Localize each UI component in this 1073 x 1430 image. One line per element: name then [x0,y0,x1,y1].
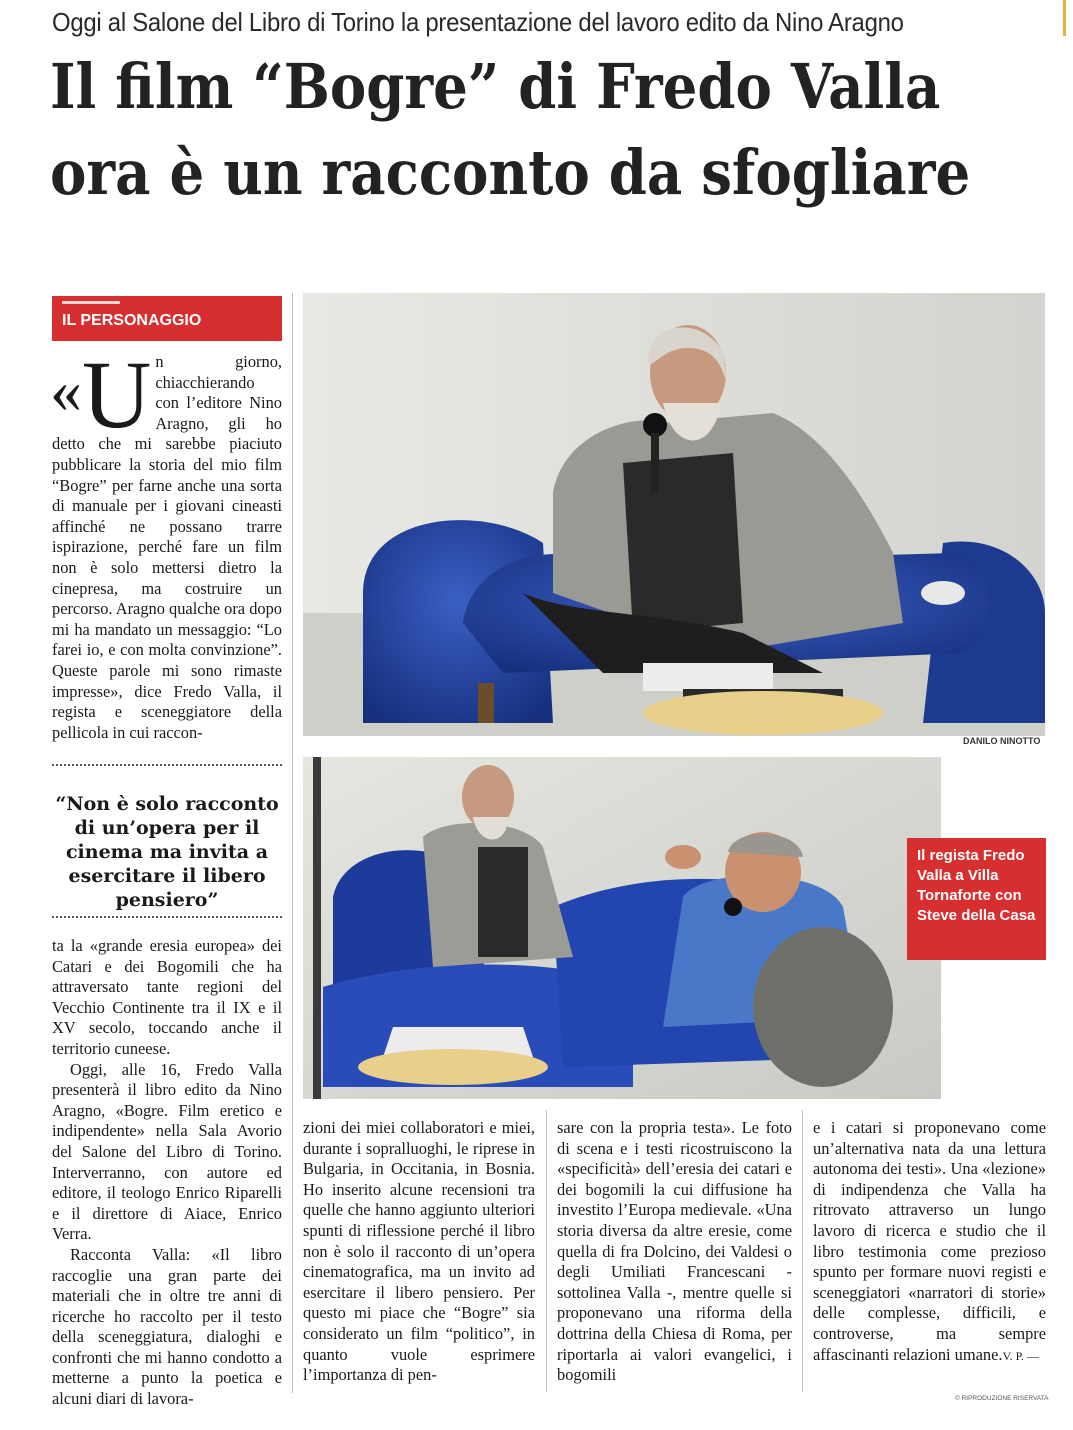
section-label [52,296,282,341]
article-column-4 [813,1118,1046,1366]
article-column-1-top [50,341,282,743]
pull-quote: “Non è solo racconto di un’opera per il cinema ma invita a esercitare il libero pensiero” [55,793,279,911]
article-column-1-bottom [52,936,282,1410]
photo-credit: DANILO NINOTTO [963,736,1041,746]
photo-illustration [303,293,1045,736]
article-paragraph: ta la «grande eresia europea» dei Catari e dei Bogomili che ha attraversato tante regioni del Vecchio Continente tra il IX e il XV secolo, toccando anche il territorio cuneese. [52,936,282,1058]
column-rule [292,293,293,1393]
kicker: Oggi al Salone del Libro di Torino la presentazione del lavoro edito da Nino Aragno [52,7,904,37]
section-label-text: IL PERSONAGGIO [62,312,202,329]
drop-cap [50,341,152,448]
section-label-bar [62,301,120,304]
drop-cap-guillemet: « [50,355,82,426]
article-paragraph: Racconta Valla: «Il libro raccoglie una gran parte dei materiali che in oltre tre anni di ricerche ho raccolto per il testo della sceneggiatura, dialoghi e confronti che mi hanno condotto a metterne a punto la poetica e alcuni diari di lavora- [52,1244,282,1409]
article-text-intro: n giorno, chiacchierando con l’editore Nino Aragno, gli ho detto che mi sarebbe piaciuto pubblicare la storia del mio film “Bogre” per farne anche una sorta di manuale per i giovani cineasti affinché ne possano trarre ispirazione, perché fare un film non è solo mettersi dietro la cinepresa, ma costruire un percorso. Aragno qualche ora dopo mi ha mandato un messaggio: “Lo farei io, e con molta convinzione”. Queste parole mi sono rimaste impresse», dice Fredo Valla, il regista e sceneggiatore della pellicola in cui raccon- [52,352,282,742]
photo-conversation [303,757,941,1099]
article-paragraph: Oggi, alle 16, Fredo Valla presenterà il libro edito da Nino Aragno, «Bogre. Film eretico e indipendente» nella Sala Avorio del Salone del Libro di Torino. Interverranno, con autore ed editore, il teologo Enrico Riparelli e il direttore di Aiace, Enrico Verra. [52,1059,282,1244]
photo-caption: Il regista Fredo Valla a Villa Tornaforte con Steve della Casa [907,838,1046,960]
article-column-3: sare con la propria testa». Le foto di scena e i testi ricostruiscono la «specificità» dell’eresia dei catari e dei bogomili la cui diffusione ha investito l’Europa medievale. «Una storia diversa da altre eresie, come quella di fra Dolcino, dei Valdesi o degli Umiliati Francescani - sottolinea Valla -, mentre quelle si proponevano una riforma della dottrina della Chiesa di Roma, per riportarla ai valori evangelici, i bogomili [557,1118,792,1385]
top-accent-bar [1063,0,1066,36]
dotted-divider [52,764,282,766]
dotted-divider [52,916,282,918]
article-column-2: zioni dei miei collaboratori e miei, durante i sopralluoghi, le riprese in Bulgaria, in Occitania, in Bosnia. Ho inserito alcune recensioni tra quelle che hanno aggiunto ulteriori spunti di riflessione perché il libro non è solo il racconto di un’opera cinematografica, ma un invito ad esercitare il libero pensiero. Per questo mi piace che “Bogre” sia considerato un film “politico”, in quanto vuole esprimere l’importanza di pen- [303,1118,535,1385]
article-text-closing: e i catari si proponevano come un’alternativa nata da una lettura autonoma dei testi». Una «lezione» di indipendenza che Valla ha ritrovato attraverso un lungo lavoro di ricerca e studio che il libro testimonia come prezioso spunto per formare nuovi registi e sceneggiatori «narratori di storie» delle complesse, difficili, e controverse, ma sempre affascinanti relazioni umane. [813,1118,1046,1364]
photo-director-speaking [303,293,1045,736]
drop-cap-letter: U [82,341,152,448]
column-rule [546,1110,547,1392]
copyright-notice: © RIPRODUZIONE RISERVATA [955,1395,1049,1402]
author-signature: V. P. — [1002,1348,1039,1363]
column-rule [802,1110,803,1392]
photo-illustration [303,757,941,1099]
headline-line-2: ora è un racconto da sfogliare [50,136,971,209]
headline-line-1: Il film “Bogre” di Fredo Valla [50,50,941,123]
